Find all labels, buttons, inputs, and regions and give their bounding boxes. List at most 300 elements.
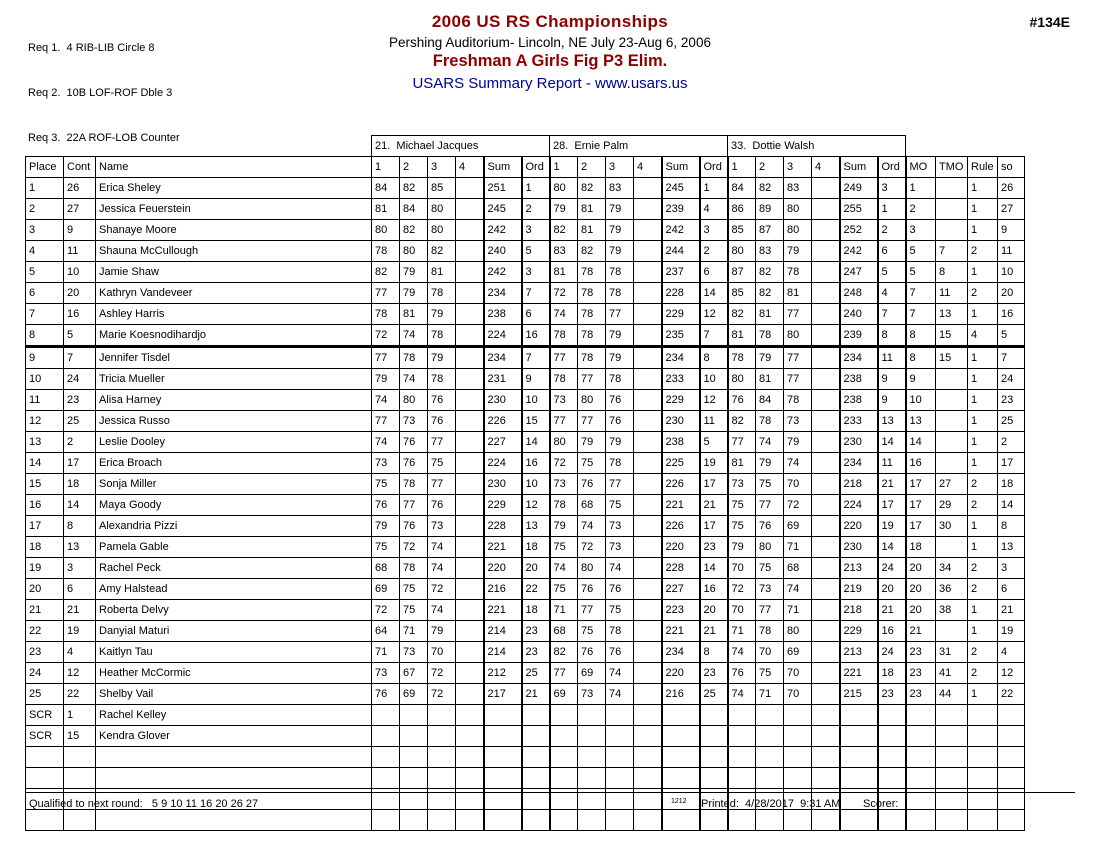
score-cell: 77 xyxy=(372,282,400,303)
contestant-number-cell: 2 xyxy=(64,431,96,452)
score-cell xyxy=(456,346,484,368)
score-cell: 79 xyxy=(428,346,456,368)
score-cell xyxy=(428,725,456,746)
score-cell: 77 xyxy=(784,346,812,368)
sum-cell: 234 xyxy=(662,346,700,368)
score-cell: 78 xyxy=(606,282,634,303)
score-cell: 82 xyxy=(550,219,578,240)
place-cell: 4 xyxy=(26,240,64,261)
score-cell: 78 xyxy=(400,473,428,494)
score-cell: 71 xyxy=(784,536,812,557)
ordinal-cell: 24 xyxy=(878,641,906,662)
score-cell: 74 xyxy=(428,557,456,578)
score-cell: 77 xyxy=(756,494,784,515)
score-cell xyxy=(634,515,662,536)
table-row xyxy=(26,177,1025,198)
score-cell xyxy=(728,767,756,788)
contestant-number-cell: 5 xyxy=(64,324,96,346)
score-cell: 69 xyxy=(550,683,578,704)
sum-cell: 214 xyxy=(484,641,522,662)
score-cell xyxy=(812,368,840,389)
score-cell: 78 xyxy=(578,346,606,368)
place-cell: SCR xyxy=(26,704,64,725)
score-cell: 73 xyxy=(606,515,634,536)
sum-cell xyxy=(662,725,700,746)
score-cell: 84 xyxy=(372,177,400,198)
score-cell xyxy=(634,452,662,473)
score-cell xyxy=(578,767,606,788)
majority-ordinal-cell: 21 xyxy=(906,620,936,641)
score-cell: 79 xyxy=(578,431,606,452)
ordinal-cell: 21 xyxy=(522,683,550,704)
score-cell: 78 xyxy=(428,324,456,346)
score-cell xyxy=(812,746,840,767)
score-cell xyxy=(550,767,578,788)
score-cell: 77 xyxy=(784,303,812,324)
score-cell: 77 xyxy=(550,662,578,683)
ordinal-cell: 9 xyxy=(878,368,906,389)
score-cell: 74 xyxy=(606,683,634,704)
score-cell: 77 xyxy=(728,431,756,452)
score-cell: 69 xyxy=(400,683,428,704)
score-cell: 77 xyxy=(372,346,400,368)
ordinal-cell: 6 xyxy=(522,303,550,324)
score-cell: 73 xyxy=(756,578,784,599)
ordinal-cell xyxy=(700,746,728,767)
column-header: Sum xyxy=(840,156,878,177)
sum-cell xyxy=(484,746,522,767)
column-header: 3 xyxy=(606,156,634,177)
ordinal-cell: 14 xyxy=(878,431,906,452)
skating-order-cell: 24 xyxy=(998,368,1025,389)
rule-cell: 1 xyxy=(968,303,998,324)
sum-cell: 231 xyxy=(484,368,522,389)
score-cell xyxy=(456,683,484,704)
score-cell xyxy=(578,746,606,767)
skating-order-cell: 5 xyxy=(998,324,1025,346)
sum-cell: 224 xyxy=(484,452,522,473)
score-cell: 80 xyxy=(400,240,428,261)
score-cell: 75 xyxy=(550,536,578,557)
table-row xyxy=(26,704,1025,725)
blank-spacer xyxy=(26,136,372,157)
column-header: 2 xyxy=(578,156,606,177)
score-cell: 80 xyxy=(550,431,578,452)
ordinal-cell: 3 xyxy=(522,261,550,282)
score-cell xyxy=(812,683,840,704)
score-cell xyxy=(634,767,662,788)
score-cell xyxy=(812,704,840,725)
score-cell xyxy=(456,240,484,261)
sum-cell: 221 xyxy=(484,536,522,557)
ordinal-cell: 3 xyxy=(700,219,728,240)
score-cell: 83 xyxy=(606,177,634,198)
score-cell: 77 xyxy=(606,303,634,324)
sum-cell: 248 xyxy=(840,282,878,303)
score-cell: 75 xyxy=(756,662,784,683)
score-cell: 83 xyxy=(550,240,578,261)
sum-cell: 223 xyxy=(662,599,700,620)
skating-order-cell xyxy=(998,746,1025,767)
place-cell: 16 xyxy=(26,494,64,515)
score-cell: 78 xyxy=(578,324,606,346)
rule-cell: 1 xyxy=(968,261,998,282)
score-cell xyxy=(812,641,840,662)
event-title: Freshman A Girls Fig P3 Elim. xyxy=(432,52,668,70)
score-cell: 72 xyxy=(428,578,456,599)
ordinal-cell: 21 xyxy=(878,473,906,494)
majority-ordinal-cell: 10 xyxy=(906,389,936,410)
skating-order-cell: 14 xyxy=(998,494,1025,515)
ordinal-cell: 7 xyxy=(700,324,728,346)
score-cell xyxy=(634,303,662,324)
sum-cell: 228 xyxy=(662,557,700,578)
score-cell: 82 xyxy=(578,177,606,198)
majority-ordinal-cell: 17 xyxy=(906,473,936,494)
sum-cell: 238 xyxy=(662,431,700,452)
skating-order-cell: 26 xyxy=(998,177,1025,198)
ordinal-cell xyxy=(700,704,728,725)
score-cell xyxy=(456,662,484,683)
table-row xyxy=(26,261,1025,282)
score-cell: 82 xyxy=(578,240,606,261)
score-cell: 78 xyxy=(784,261,812,282)
score-cell: 79 xyxy=(428,303,456,324)
score-cell: 75 xyxy=(756,473,784,494)
column-header: 4 xyxy=(456,156,484,177)
contestant-number-cell: 21 xyxy=(64,599,96,620)
score-cell: 79 xyxy=(784,240,812,261)
contestant-number-cell: 24 xyxy=(64,368,96,389)
skater-name-cell: Shelby Vail xyxy=(96,683,372,704)
score-cell xyxy=(634,704,662,725)
rule-cell: 1 xyxy=(968,389,998,410)
skater-name-cell: Erica Sheley xyxy=(96,177,372,198)
score-cell: 73 xyxy=(784,410,812,431)
place-cell: 18 xyxy=(26,536,64,557)
ordinal-cell: 4 xyxy=(700,198,728,219)
column-header: Sum xyxy=(484,156,522,177)
score-cell: 75 xyxy=(372,473,400,494)
score-cell: 78 xyxy=(784,389,812,410)
table-row xyxy=(26,662,1025,683)
score-cell: 74 xyxy=(784,452,812,473)
sum-cell xyxy=(840,767,878,788)
majority-ordinal-cell: 17 xyxy=(906,494,936,515)
ordinal-cell: 9 xyxy=(522,368,550,389)
score-cell: 82 xyxy=(550,641,578,662)
place-cell: 17 xyxy=(26,515,64,536)
ordinal-cell: 3 xyxy=(522,219,550,240)
place-cell: 6 xyxy=(26,282,64,303)
score-cell xyxy=(756,767,784,788)
majority-ordinal-cell xyxy=(906,704,936,725)
score-cell: 80 xyxy=(784,620,812,641)
ordinal-cell: 12 xyxy=(700,389,728,410)
place-cell: 13 xyxy=(26,431,64,452)
blank-spacer xyxy=(906,136,1025,157)
sum-cell: 217 xyxy=(484,683,522,704)
skater-name-cell: Jessica Russo xyxy=(96,410,372,431)
sum-cell: 238 xyxy=(840,389,878,410)
column-header: so xyxy=(998,156,1025,177)
total-majority-cell xyxy=(936,452,968,473)
column-header: Place xyxy=(26,156,64,177)
judge-name-header: 21. Michael Jacques xyxy=(372,136,550,157)
score-cell xyxy=(400,746,428,767)
table-row xyxy=(26,473,1025,494)
score-cell: 80 xyxy=(728,240,756,261)
score-cell: 76 xyxy=(728,662,756,683)
ordinal-cell: 5 xyxy=(878,261,906,282)
score-cell: 72 xyxy=(728,578,756,599)
score-cell xyxy=(812,536,840,557)
score-cell: 77 xyxy=(578,368,606,389)
place-cell: 10 xyxy=(26,368,64,389)
ordinal-cell: 24 xyxy=(878,557,906,578)
contestant-number-cell: 15 xyxy=(64,725,96,746)
score-cell: 81 xyxy=(400,303,428,324)
sum-cell xyxy=(840,746,878,767)
score-cell: 78 xyxy=(606,368,634,389)
score-cell: 76 xyxy=(400,431,428,452)
score-cell: 69 xyxy=(372,578,400,599)
sum-cell xyxy=(840,704,878,725)
contestant-number-cell: 4 xyxy=(64,641,96,662)
column-header: Sum xyxy=(662,156,700,177)
ordinal-cell: 10 xyxy=(522,473,550,494)
score-cell: 79 xyxy=(428,620,456,641)
majority-ordinal-cell: 3 xyxy=(906,219,936,240)
rule-cell: 1 xyxy=(968,599,998,620)
sum-cell: 234 xyxy=(840,452,878,473)
score-cell: 78 xyxy=(578,282,606,303)
table-row xyxy=(26,324,1025,346)
column-header: 1 xyxy=(728,156,756,177)
score-cell xyxy=(456,578,484,599)
contestant-number-cell: 14 xyxy=(64,494,96,515)
score-cell: 74 xyxy=(756,431,784,452)
sum-cell: 220 xyxy=(840,515,878,536)
skater-name-cell: Shauna McCullough xyxy=(96,240,372,261)
total-majority-cell xyxy=(936,177,968,198)
sum-cell: 228 xyxy=(484,515,522,536)
ordinal-cell: 8 xyxy=(878,324,906,346)
skater-name-cell: Shanaye Moore xyxy=(96,219,372,240)
score-cell: 75 xyxy=(400,599,428,620)
sum-cell: 234 xyxy=(484,346,522,368)
skater-name-cell: Sonja Miller xyxy=(96,473,372,494)
rule-cell: 1 xyxy=(968,198,998,219)
score-cell: 78 xyxy=(756,324,784,346)
ordinal-cell: 12 xyxy=(522,494,550,515)
sum-cell: 242 xyxy=(840,240,878,261)
score-cell: 68 xyxy=(784,557,812,578)
score-cell: 82 xyxy=(756,261,784,282)
column-header: 1 xyxy=(372,156,400,177)
rule-cell: 2 xyxy=(968,473,998,494)
score-cell: 80 xyxy=(784,198,812,219)
table-row xyxy=(26,683,1025,704)
place-cell: 11 xyxy=(26,389,64,410)
contestant-number-cell xyxy=(64,767,96,788)
ordinal-cell: 10 xyxy=(522,389,550,410)
skating-order-cell: 16 xyxy=(998,303,1025,324)
score-cell: 81 xyxy=(728,452,756,473)
rule-cell: 1 xyxy=(968,620,998,641)
score-cell: 74 xyxy=(428,599,456,620)
table-row xyxy=(26,536,1025,557)
score-cell xyxy=(550,725,578,746)
ordinal-cell xyxy=(522,725,550,746)
ordinal-cell: 22 xyxy=(522,578,550,599)
sum-cell: 220 xyxy=(662,662,700,683)
score-cell: 76 xyxy=(578,473,606,494)
sum-cell xyxy=(484,725,522,746)
score-cell: 82 xyxy=(428,240,456,261)
score-cell: 71 xyxy=(372,641,400,662)
score-cell xyxy=(634,410,662,431)
score-cell: 80 xyxy=(784,324,812,346)
score-cell: 72 xyxy=(428,683,456,704)
score-cell: 85 xyxy=(728,219,756,240)
sum-cell: 235 xyxy=(662,324,700,346)
championship-title: 2006 US RS Championships xyxy=(431,12,669,31)
ordinal-cell: 21 xyxy=(700,620,728,641)
sum-cell: 242 xyxy=(484,261,522,282)
score-cell: 81 xyxy=(578,198,606,219)
ordinal-cell: 11 xyxy=(878,346,906,368)
score-cell xyxy=(456,473,484,494)
ordinal-cell: 1 xyxy=(878,198,906,219)
sum-cell: 216 xyxy=(662,683,700,704)
table-row xyxy=(26,219,1025,240)
score-cell: 76 xyxy=(372,494,400,515)
sum-cell: 245 xyxy=(662,177,700,198)
score-cell: 73 xyxy=(372,452,400,473)
total-majority-cell: 7 xyxy=(936,240,968,261)
score-cell: 81 xyxy=(756,303,784,324)
score-cell xyxy=(634,725,662,746)
column-header: 3 xyxy=(428,156,456,177)
majority-ordinal-cell: 23 xyxy=(906,662,936,683)
score-cell: 81 xyxy=(728,324,756,346)
table-row xyxy=(26,725,1025,746)
skating-order-cell xyxy=(998,725,1025,746)
skater-name-cell xyxy=(96,767,372,788)
ordinal-cell: 11 xyxy=(878,452,906,473)
ordinal-cell: 14 xyxy=(522,431,550,452)
score-cell: 75 xyxy=(756,557,784,578)
sum-cell: 226 xyxy=(662,515,700,536)
score-cell xyxy=(634,473,662,494)
table-row xyxy=(26,599,1025,620)
majority-ordinal-cell xyxy=(906,725,936,746)
score-cell xyxy=(456,198,484,219)
score-cell: 77 xyxy=(578,410,606,431)
score-cell: 76 xyxy=(400,452,428,473)
place-cell: 15 xyxy=(26,473,64,494)
majority-ordinal-cell: 23 xyxy=(906,641,936,662)
score-cell: 69 xyxy=(578,662,606,683)
score-cell: 76 xyxy=(578,578,606,599)
sum-cell: 226 xyxy=(484,410,522,431)
score-cell: 73 xyxy=(578,683,606,704)
skater-name-cell: Rachel Kelley xyxy=(96,704,372,725)
score-cell xyxy=(812,219,840,240)
score-cell: 74 xyxy=(372,389,400,410)
score-cell: 82 xyxy=(728,303,756,324)
ordinal-cell: 17 xyxy=(878,494,906,515)
score-cell: 79 xyxy=(550,198,578,219)
score-cell: 81 xyxy=(428,261,456,282)
score-cell xyxy=(812,410,840,431)
score-cell: 75 xyxy=(400,578,428,599)
score-cell: 82 xyxy=(400,219,428,240)
score-cell xyxy=(812,240,840,261)
total-majority-cell: 34 xyxy=(936,557,968,578)
total-majority-cell: 27 xyxy=(936,473,968,494)
score-cell xyxy=(634,431,662,452)
total-majority-cell xyxy=(936,219,968,240)
score-cell xyxy=(634,599,662,620)
ordinal-cell xyxy=(878,725,906,746)
report-header xyxy=(0,12,1100,92)
score-cell xyxy=(812,557,840,578)
score-cell: 74 xyxy=(428,536,456,557)
total-majority-cell: 31 xyxy=(936,641,968,662)
score-cell: 79 xyxy=(372,368,400,389)
score-cell xyxy=(634,219,662,240)
score-cell: 78 xyxy=(756,410,784,431)
requirement-line-3: Req 3. 22A ROF-LOB Counter xyxy=(28,132,180,144)
skating-order-cell: 12 xyxy=(998,662,1025,683)
score-cell: 72 xyxy=(372,599,400,620)
skater-name-cell xyxy=(96,746,372,767)
skating-order-cell: 10 xyxy=(998,261,1025,282)
skating-order-cell: 7 xyxy=(998,346,1025,368)
ordinal-cell: 8 xyxy=(700,346,728,368)
table-row xyxy=(26,620,1025,641)
skater-name-cell: Alisa Harney xyxy=(96,389,372,410)
total-majority-cell xyxy=(936,725,968,746)
score-cell xyxy=(784,767,812,788)
ordinal-cell: 20 xyxy=(878,578,906,599)
contestant-number-cell: 9 xyxy=(64,219,96,240)
score-cell xyxy=(634,578,662,599)
score-cell xyxy=(728,746,756,767)
ordinal-cell: 8 xyxy=(700,641,728,662)
score-cell xyxy=(456,431,484,452)
score-cell: 79 xyxy=(784,431,812,452)
score-cell: 76 xyxy=(578,641,606,662)
skating-order-cell: 6 xyxy=(998,578,1025,599)
sum-cell: 227 xyxy=(662,578,700,599)
skater-name-cell: Alexandria Pizzi xyxy=(96,515,372,536)
total-majority-cell xyxy=(936,536,968,557)
skating-order-cell: 25 xyxy=(998,410,1025,431)
total-majority-cell: 11 xyxy=(936,282,968,303)
skating-order-cell: 9 xyxy=(998,219,1025,240)
score-cell: 74 xyxy=(372,431,400,452)
score-cell xyxy=(456,368,484,389)
ordinal-cell xyxy=(878,704,906,725)
rule-cell: 1 xyxy=(968,410,998,431)
score-cell: 75 xyxy=(728,494,756,515)
score-cell xyxy=(812,282,840,303)
total-majority-cell: 8 xyxy=(936,261,968,282)
skating-order-cell: 4 xyxy=(998,641,1025,662)
